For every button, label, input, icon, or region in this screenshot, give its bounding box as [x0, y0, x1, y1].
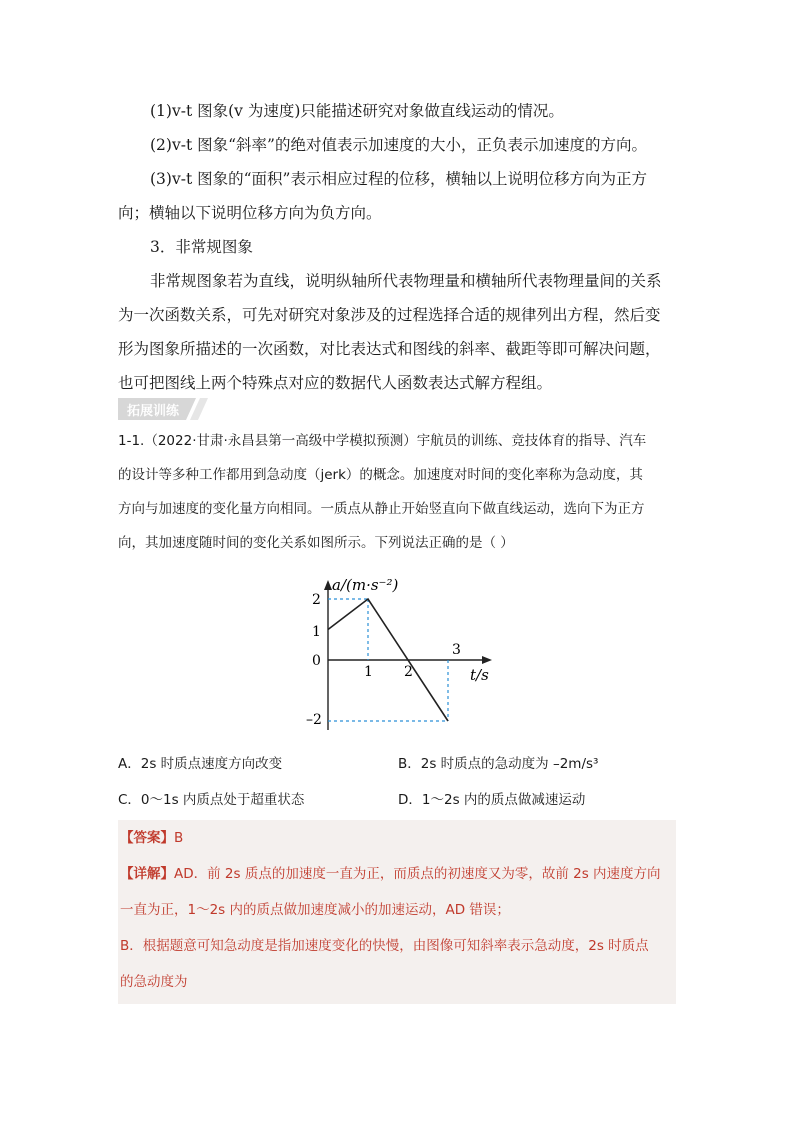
- question-line-2: 的设计等多种工作都用到急动度（jerk）的概念。加速度对时间的变化率称为急动度，其: [118, 467, 643, 483]
- option-d[interactable]: D．1～2s 内的质点做减速运动: [398, 792, 586, 808]
- detail-line-2: 一直为正，1～2s 内的质点做加速度减小的加速运动，AD 错误；: [120, 902, 510, 918]
- y-tick-neg2: –2: [306, 712, 322, 728]
- x-tick-3: 3: [452, 642, 461, 658]
- note-line-2: (2)v-t 图象“斜率”的绝对值表示加速度的大小，正负表示加速度的方向。: [150, 136, 647, 154]
- detail-line-3: B．根据题意可知急动度是指加速度变化的快慢，由图像可知斜率表示急动度，2s 时质点: [120, 938, 649, 954]
- question-line-1: 1-1.（2022·甘肃·永昌县第一高级中学模拟预测）宇航员的训练、竞技体育的指导、汽车: [118, 433, 647, 449]
- note-line-4a: 非常规图象若为直线，说明纵轴所代表物理量和横轴所代表物理量间的关系: [150, 272, 662, 290]
- section-heading-3: 3．非常规图象: [150, 238, 253, 256]
- option-c[interactable]: C．0～1s 内质点处于超重状态: [118, 792, 305, 808]
- option-a[interactable]: A．2s 时质点速度方向改变: [118, 756, 283, 772]
- note-line-3b: 向；横轴以下说明位移方向为负方向。: [118, 204, 382, 222]
- section-tag-label: 拓展训练: [127, 404, 180, 419]
- x-axis-arrow: [482, 656, 492, 664]
- note-line-3a: (3)v-t 图象的“面积”表示相应过程的位移，横轴以上说明位移方向为正方: [150, 170, 647, 188]
- x-axis-label: t/s: [470, 666, 489, 684]
- question-line-3: 方向与加速度的变化量方向相同。一质点从静止开始竖直向下做直线运动，选向下为正方: [118, 501, 645, 517]
- note-line-1: (1)v-t 图象(v 为速度)只能描述研究对象做直线运动的情况。: [150, 102, 564, 120]
- question-line-4: 向，其加速度随时间的变化关系如图所示。下列说法正确的是（ ）: [118, 535, 514, 551]
- option-b[interactable]: B．2s 时质点的急动度为 –2m/s³: [398, 756, 599, 772]
- answer-value: B: [174, 830, 184, 846]
- origin-label: 0: [312, 653, 321, 669]
- note-line-4d: 也可把图线上两个特殊点对应的数据代人函数表达式解方程组。: [118, 374, 553, 392]
- x-tick-1: 1: [364, 664, 373, 680]
- answer-line: [120, 826, 672, 846]
- x-tick-2: 2: [404, 664, 413, 680]
- y-tick-2: 2: [312, 592, 321, 608]
- y-axis-label: a/(m·s⁻²): [332, 576, 399, 594]
- answer-label: 【答案】: [120, 830, 174, 846]
- y-tick-1: 1: [312, 624, 321, 640]
- section-tag: [118, 398, 208, 420]
- acceleration-time-graph: [300, 570, 510, 730]
- note-line-4b: 为一次函数关系，可先对研究对象涉及的过程选择合适的规律列出方程，然后变: [118, 306, 661, 324]
- note-line-4c: 形为图象所描述的一次函数，对比表达式和图线的斜率、截距等即可解决问题，: [118, 340, 661, 358]
- detail-label: 【详解】: [120, 866, 174, 882]
- y-axis-arrow: [324, 580, 332, 590]
- detail-line-1: [120, 862, 672, 882]
- detail-line-4: 的急动度为: [120, 974, 188, 990]
- detail-text-1: AD．前 2s 质点的加速度一直为正，而质点的初速度又为零，故前 2s 内速度方向: [174, 866, 661, 882]
